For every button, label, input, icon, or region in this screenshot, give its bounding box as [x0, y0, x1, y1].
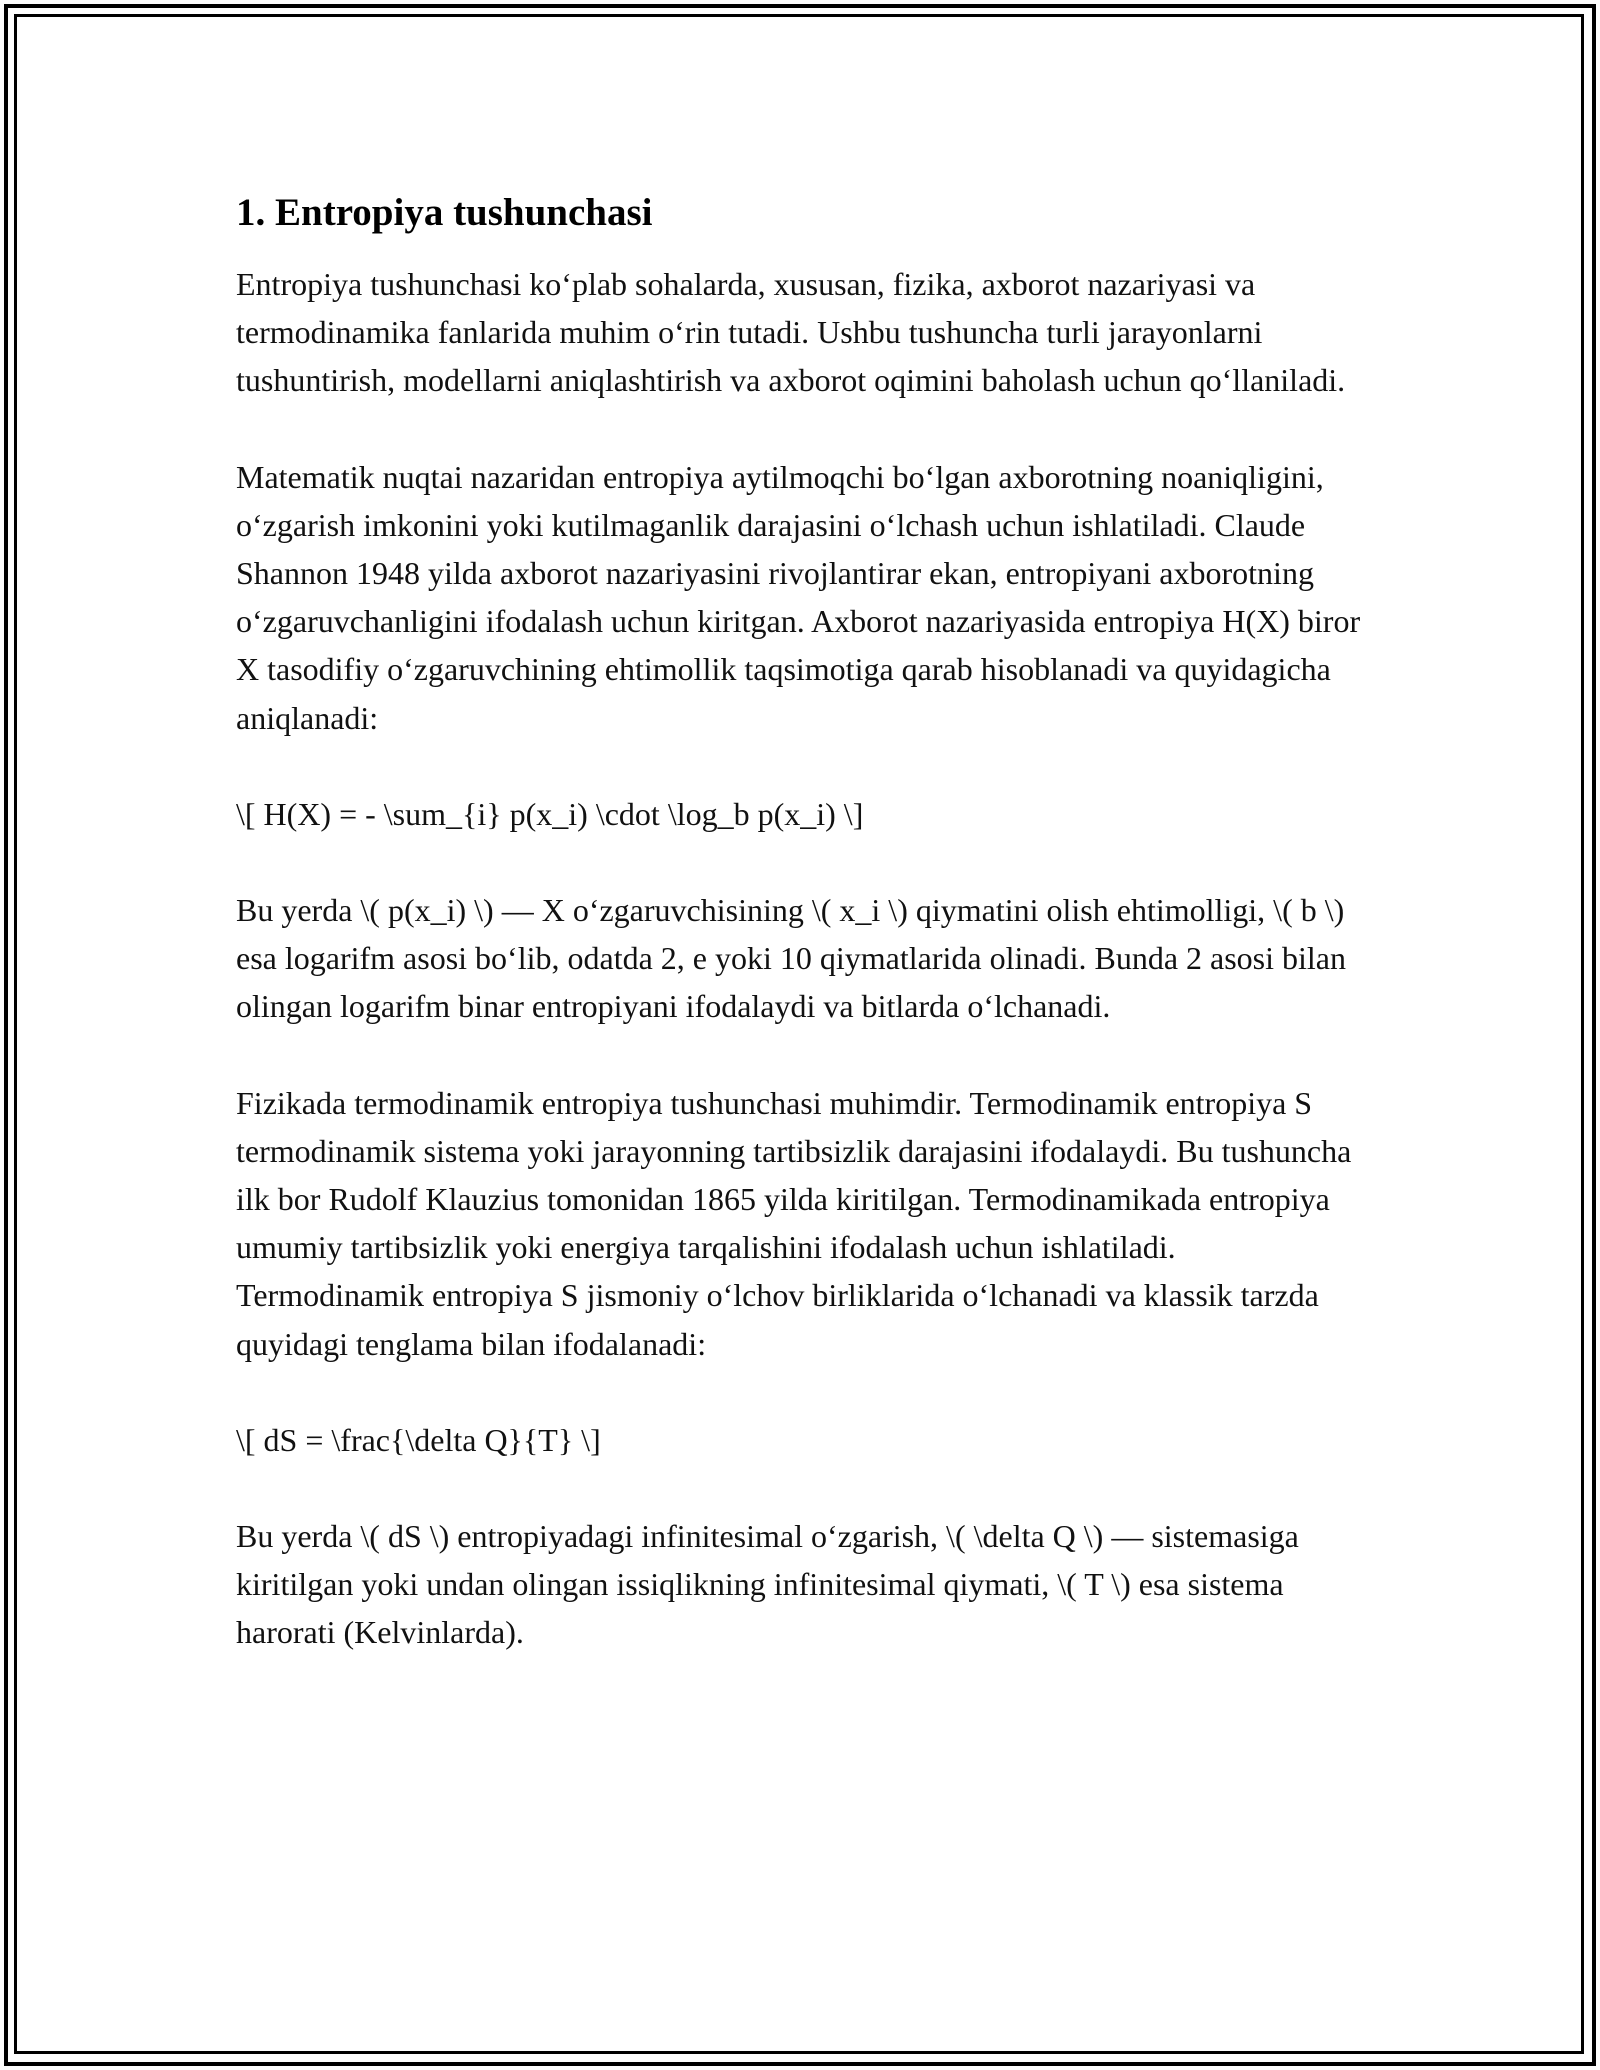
paragraph-shannon: Matematik nuqtai nazaridan entropiya aytilmoqchi bo‘lgan axborotning noaniqligini, o‘zgarish imkonini yoki kutilmaganlik darajasini o‘lchash uchun ishlatiladi. Claude Shannon 1948 yilda axborot nazariyasini rivojlantirar ekan, entropiyani axborotning o‘zgaruvchanligini ifodalash uchun kiritgan. Axborot nazariyasida entropiya H(X) biror X tasodifiy o‘zgaruvchining ehtimollik taqsimotiga qarab hisoblanadi va quyidagicha aniqlanadi: [236, 458, 1361, 736]
document-body [236, 186, 1366, 1705]
paragraph-thermo-explanation: Bu yerda \( dS \) entropiyadagi infinitesimal o‘zgarish, \( \delta Q \) — sistemasiga kiritilgan yoki undan olingan issiqlikning infinitesimal qiymati, \( T \) esa sistema harorati (Kelvinlarda). [236, 1518, 1299, 1651]
paragraph-intro: Entropiya tushunchasi ko‘plab sohalarda, xususan, fizika, axborot nazariyasi va termodinamika fanlarida muhim o‘rin tutadi. Ushbu tushuncha turli jarayonlarni tushuntirish, modellarni aniqlashtirish va axborot oqimini baholash uchun qo‘llaniladi. [236, 266, 1346, 399]
paragraph-formula-explanation: Bu yerda \( p(x_i) \) — X o‘zgaruvchisining \( x_i \) qiymatini olish ehtimolligi, \( b \) esa logarifm asosi bo‘lib, odatda 2, e yoki 10 qiymatlarida olinadi. Bunda 2 asosi bilan olingan logarifm binar entropiyani ifodalaydi va bitlarda o‘lchanadi. [236, 892, 1346, 1025]
formula-thermodynamic-entropy: \[ dS = \frac{\delta Q}{T} \] [236, 1421, 601, 1458]
formula-shannon-entropy: \[ H(X) = - \sum_{i} p(x_i) \cdot \log_b p(x_i) \] [236, 795, 864, 832]
paragraph-thermodynamics: Fizikada termodinamik entropiya tushunchasi muhimdir. Termodinamik entropiya S termodinamik sistema yoki jarayonning tartibsizlik darajasini ifodalaydi. Bu tushuncha ilk bor Rudolf Klauzius tomonidan 1865 yilda kiritilgan. Termodinamikada entropiya umumiy tartibsizlik yoki energiya tarqalishini ifodalash uchun ishlatiladi. Termodinamik entropiya S jismoniy o‘lchov birliklarida o‘lchanadi va klassik tarzda quyidagi tenglama bilan ifodalanadi: [236, 1084, 1352, 1362]
section-heading: 1. Entropiya tushunchasi [236, 191, 653, 234]
